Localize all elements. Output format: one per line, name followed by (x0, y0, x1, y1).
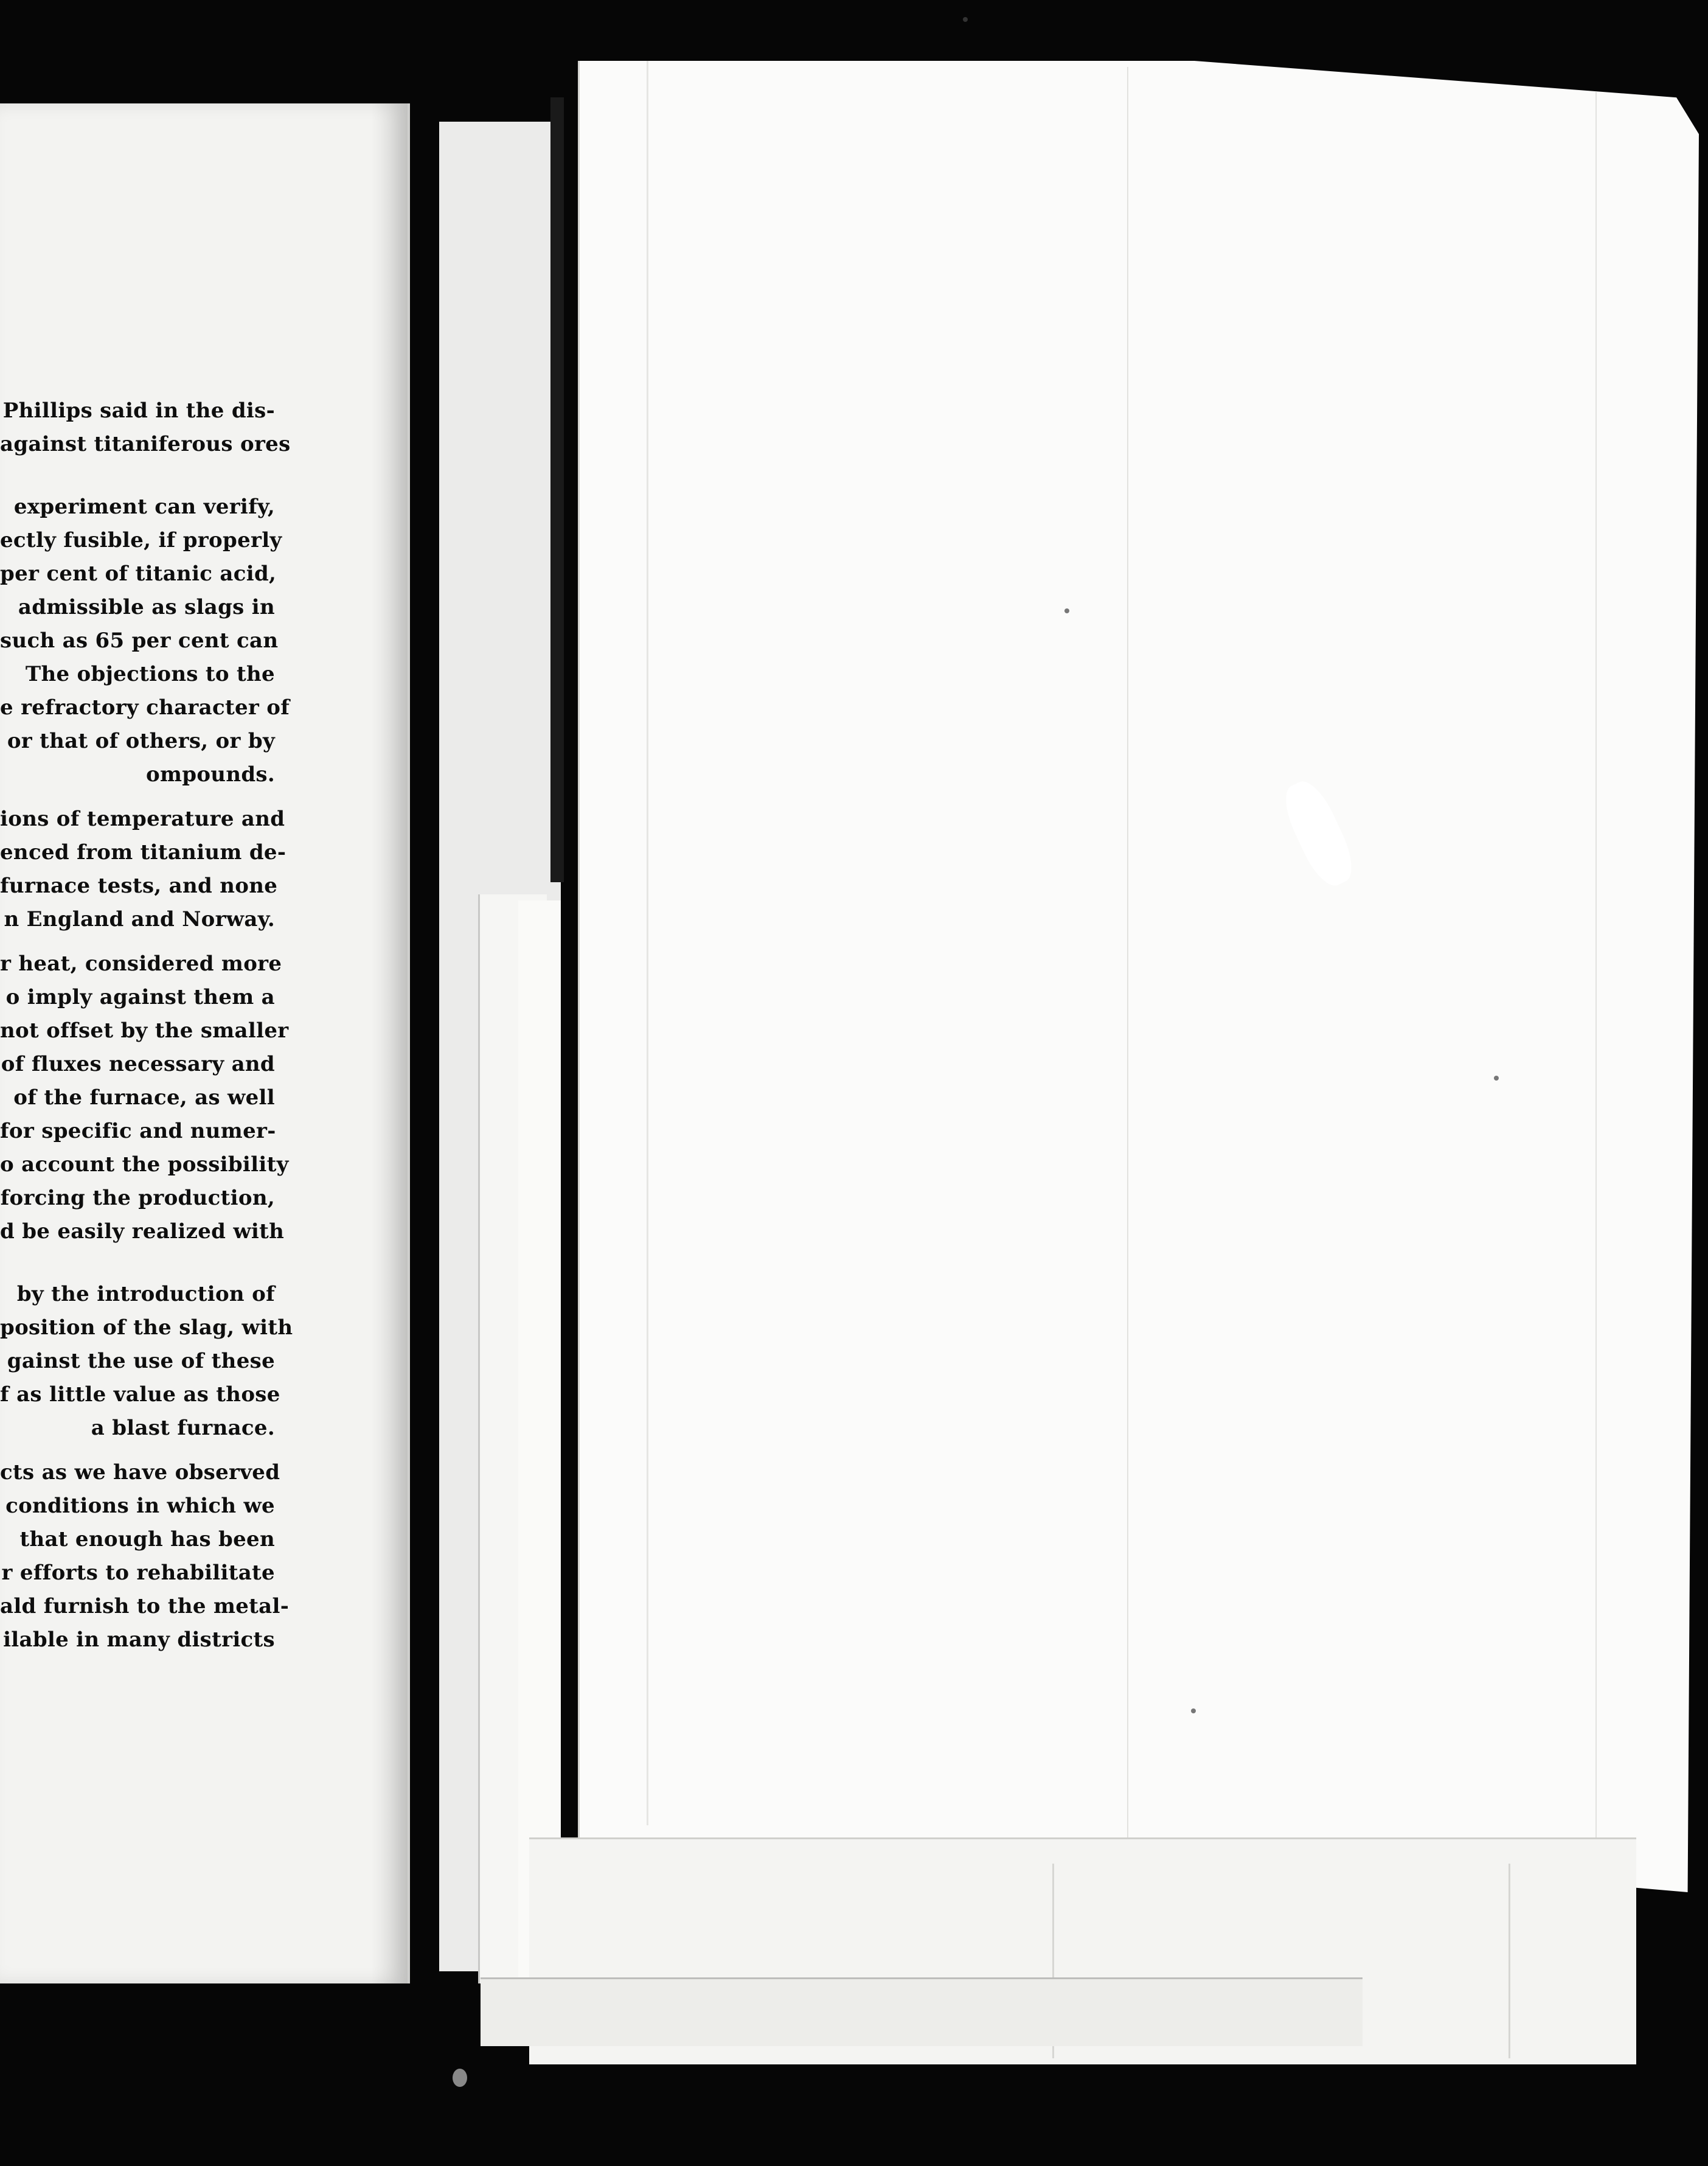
left-page (0, 103, 410, 1983)
text-line: d be easily realized with (0, 1219, 285, 1244)
text-line: o account the possibility (0, 1152, 289, 1177)
text-line: n England and Norway. (4, 907, 275, 932)
text-line: ompounds. (146, 762, 275, 787)
text-line: ald furnish to the metal- (0, 1594, 290, 1618)
text-line: of fluxes necessary and (1, 1052, 275, 1076)
text-line: forcing the production, (0, 1186, 275, 1210)
left-page-text (0, 394, 293, 1657)
text-line: or that of others, or by (7, 729, 275, 753)
right-blank-page (578, 61, 1699, 1892)
text-line: o imply against them a (5, 985, 275, 1009)
page-margin-line (647, 61, 648, 1825)
text-line: conditions in which we (5, 1494, 275, 1518)
gutter-shadow (371, 103, 408, 1983)
text-line: not offset by the smaller (0, 1019, 289, 1043)
text-line: for specific and numer- (0, 1119, 276, 1143)
bottom-page-strip (481, 1977, 1363, 2046)
dust-speck (963, 17, 968, 22)
text-line: e refractory character of (0, 695, 290, 720)
text-line: The objections to the (25, 662, 275, 686)
binding-shadow (550, 97, 564, 882)
text-line: r efforts to rehabilitate (1, 1561, 275, 1585)
fold-crease (1595, 67, 1597, 1886)
text-line: Phillips said in the dis- (2, 399, 275, 423)
text-line: enced from titanium de- (0, 840, 286, 865)
fold-crease (1508, 1864, 1510, 2058)
text-line: per cent of titanic acid, (0, 562, 277, 586)
dust-speck (453, 2069, 467, 2087)
text-line: furnace tests, and none (0, 874, 278, 898)
text-line: position of the slag, with (0, 1315, 293, 1340)
paper-stain (1276, 775, 1361, 893)
text-line: ions of temperature and (0, 807, 285, 831)
text-line: by the introduction of (16, 1282, 275, 1306)
text-line: r heat, considered more (0, 952, 282, 976)
text-line: ectly fusible, if properly (0, 528, 282, 552)
dust-speck (1494, 1076, 1499, 1081)
text-line: f as little value as those (0, 1382, 280, 1407)
text-line: that enough has been (19, 1527, 275, 1551)
text-line: admissible as slags in (18, 595, 275, 619)
fold-crease (1127, 67, 1128, 1886)
dust-speck (1064, 608, 1069, 613)
text-line: such as 65 per cent can (0, 629, 279, 653)
dust-speck (1191, 1708, 1196, 1713)
torn-page-edge (518, 900, 561, 1996)
text-line: against titaniferous ores (0, 432, 291, 456)
text-line: experiment can verify, (13, 495, 275, 519)
text-line: gainst the use of these (7, 1349, 275, 1373)
text-line: ilable in many districts (3, 1628, 275, 1652)
text-line: cts as we have observed (0, 1460, 280, 1485)
text-line: of the furnace, as well (13, 1085, 275, 1110)
text-line: a blast furnace. (91, 1416, 275, 1440)
